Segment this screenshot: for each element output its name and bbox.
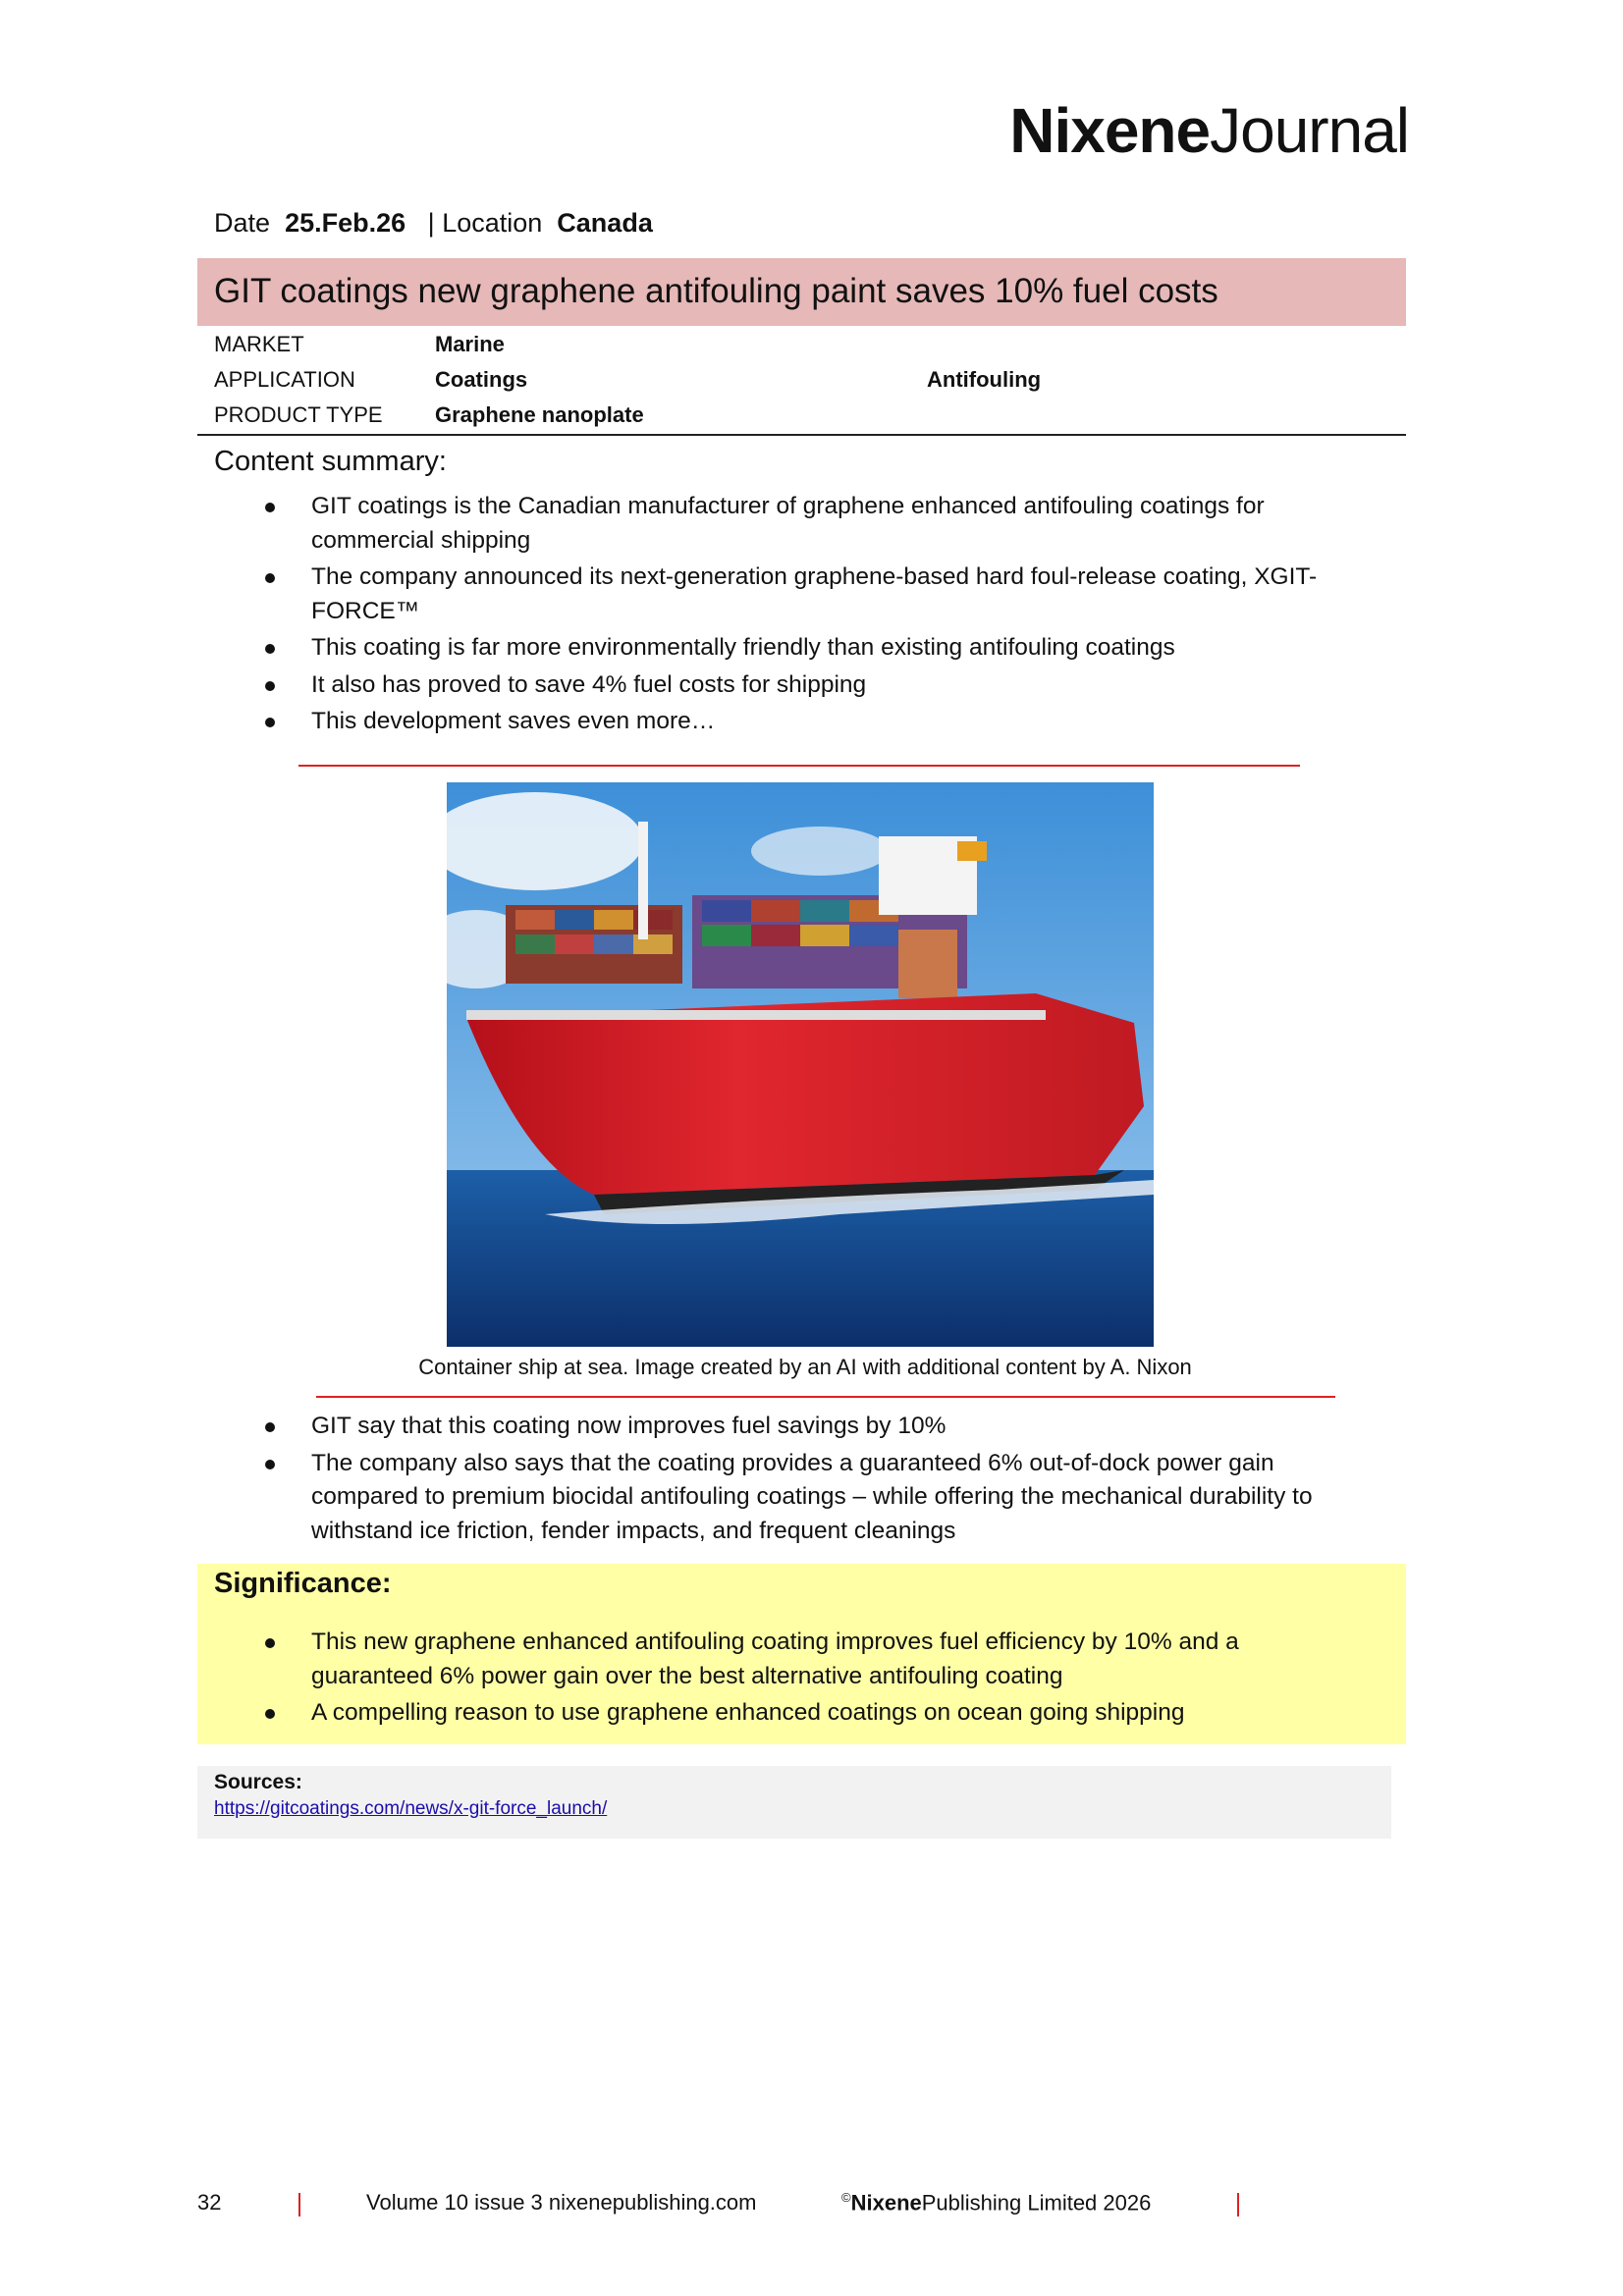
meta-extra-application: Antifouling — [927, 367, 1042, 392]
red-divider — [316, 1396, 1335, 1398]
logo-bold: Nixene — [1009, 95, 1211, 166]
image-caption: Container ship at sea. Image created by an AI with additional content by A. Nixon — [418, 1355, 1192, 1379]
article-title: GIT coatings new graphene antifouling paint saves 10% fuel costs — [214, 272, 1218, 310]
container-ship-image — [447, 782, 1154, 1347]
bullet-text: A compelling reason to use graphene enhanced coatings on ocean going shipping — [311, 1699, 1185, 1726]
location-label: Location — [442, 208, 543, 238]
bullet-icon — [265, 573, 275, 583]
source-link[interactable]: https://gitcoatings.com/news/x-git-force_launch/ — [214, 1798, 608, 1819]
dateline — [214, 208, 653, 239]
red-divider — [298, 765, 1300, 767]
footer-divider — [1237, 2193, 1239, 2216]
bullet-text: GIT say that this coating now improves fuel savings by 10% — [311, 1413, 947, 1439]
bullet-icon — [265, 1422, 275, 1432]
publisher-rest: Publishing Limited 2026 — [921, 2190, 1152, 2216]
date-label: Date — [214, 208, 271, 238]
meta-label-market: MARKET — [214, 332, 304, 356]
meta-label-product-type: PRODUCT TYPE — [214, 402, 383, 427]
significance-box — [197, 1564, 1406, 1744]
page-number: 32 — [197, 2190, 222, 2215]
journal-logo — [1009, 94, 1409, 167]
publisher-bold: Nixene — [850, 2190, 922, 2216]
summary-list — [311, 490, 1372, 742]
bullet-icon — [265, 644, 275, 654]
list-item — [311, 705, 1372, 739]
bullet-icon — [265, 681, 275, 691]
meta-label-application: APPLICATION — [214, 367, 355, 392]
meta-value-market: Marine — [435, 332, 505, 356]
detail-list — [311, 1410, 1313, 1551]
footer-volume: Volume 10 issue 3 nixenepublishing.com — [366, 2190, 757, 2215]
list-item — [311, 631, 1372, 666]
article-title-band — [197, 258, 1406, 326]
meta-value-product-type: Graphene nanoplate — [435, 402, 644, 427]
location-value: Canada — [557, 208, 653, 238]
bullet-text: The company announced its next-generation graphene-based hard foul-release coating, XGIT-FORCE™ — [311, 563, 1318, 624]
separator: | — [427, 208, 435, 238]
bullet-icon — [265, 503, 275, 512]
list-item — [311, 1447, 1313, 1549]
bullet-icon — [265, 1460, 275, 1469]
significance-heading: Significance: — [214, 1568, 392, 1599]
list-item — [311, 1696, 1313, 1731]
list-item — [311, 561, 1372, 628]
meta-value-application: Coatings — [435, 367, 528, 392]
bullet-icon — [265, 718, 275, 727]
bullet-text: The company also says that the coating provides a guaranteed 6% out-of-dock power gain compared to premium biocidal antifouling coatings – while offering the mechanical durability to withstand ice friction, fender impacts, and frequent cleanings — [311, 1449, 1313, 1544]
bullet-text: This development saves even more… — [311, 708, 716, 734]
sources-box — [197, 1766, 1391, 1839]
bullet-text: It also has proved to save 4% fuel costs for shipping — [311, 670, 867, 698]
bullet-text: This coating is far more environmentally friendly than existing antifouling coatings — [311, 634, 1175, 661]
bullet-text: This new graphene enhanced antifouling coating improves fuel efficiency by 10% and a guaranteed 6% power gain over the best alternative antifouling coating — [311, 1629, 1239, 1689]
meta-divider — [197, 434, 1406, 436]
list-item — [311, 1626, 1313, 1693]
bullet-text: GIT coatings is the Canadian manufacturer of graphene enhanced antifouling coatings for commercial shipping — [311, 493, 1265, 554]
summary-heading: Content summary: — [214, 446, 447, 477]
bullet-icon — [265, 1638, 275, 1648]
bullet-icon — [265, 1709, 275, 1719]
footer-copyright — [841, 2190, 1151, 2216]
logo-regular: Journal — [1210, 95, 1409, 166]
footer-divider — [298, 2193, 300, 2216]
list-item — [311, 1410, 1313, 1444]
sources-label: Sources: — [214, 1771, 302, 1793]
copyright-symbol: © — [841, 2190, 851, 2205]
list-item — [311, 668, 1372, 703]
significance-list — [311, 1626, 1313, 1734]
date-value: 25.Feb.26 — [285, 208, 406, 238]
list-item — [311, 490, 1372, 558]
